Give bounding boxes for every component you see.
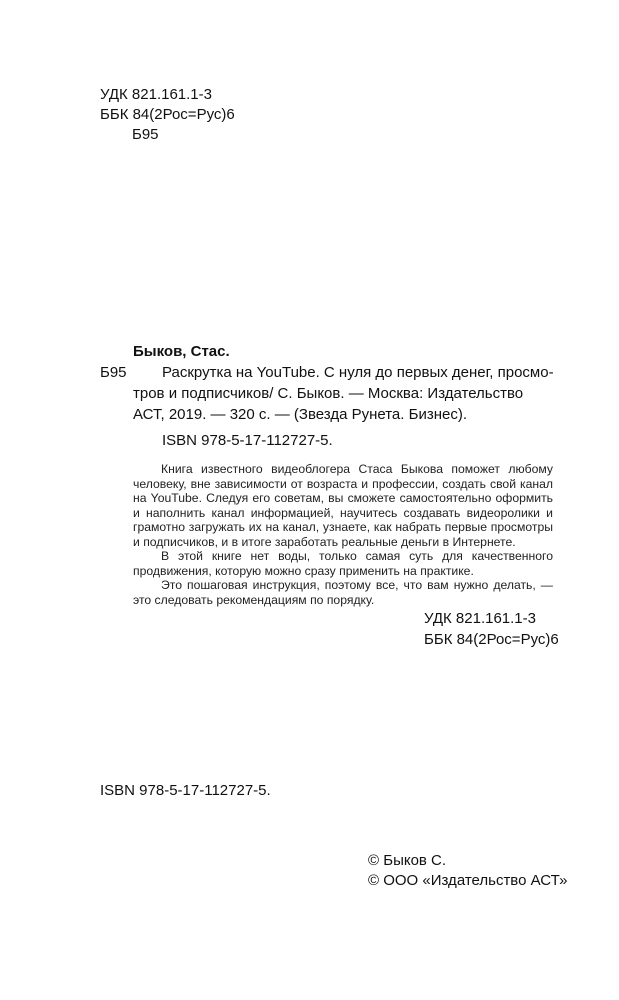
record-title-line-2: тров и подписчиков/ С. Быков. — Москва: Издательство — [133, 385, 524, 402]
copyright-publisher: © ООО «Издательство АСТ» — [368, 872, 568, 889]
header-author-code: Б95 — [132, 126, 159, 143]
summary-paragraph-1: Книга известного видеоблогера Стаса Быкова поможет любому человеку, вне зависимости от возраста и профессии, создать свой канал на YouTube. Следуя его советам, вы сможете самостоятельно оформить и наполнить канал информацией, научитесь создавать видеоролики и грамотно загружать их на канал, узнаете, как набрать первые просмотры и подписчиков, и в итоге заработать реальные деньги в Интернете. — [133, 462, 553, 549]
summary-bbk: ББК 84(2Рос=Рус)6 — [424, 631, 559, 648]
record-author-code: Б95 — [100, 364, 127, 381]
record-isbn: ISBN 978-5-17-112727-5. — [162, 432, 333, 449]
summary — [133, 462, 553, 607]
record-author: Быков, Стас. — [133, 343, 230, 360]
copyright-author: © Быков С. — [368, 852, 447, 869]
record-title-line-1: Раскрутка на YouTube. С нуля до первых денег, просмо- — [162, 364, 554, 381]
footer-isbn: ISBN 978-5-17-112727-5. — [100, 782, 271, 799]
summary-paragraph-3: Это пошаговая инструкция, поэтому все, что вам нужно делать, — это следовать рекомендациям по порядку. — [133, 578, 553, 607]
header-udk: УДК 821.161.1-3 — [100, 86, 212, 103]
header-bbk: ББК 84(2Рос=Рус)6 — [100, 106, 235, 123]
summary-udk: УДК 821.161.1-3 — [424, 610, 536, 627]
record-title-line-3: АСТ, 2019. — 320 с. — (Звезда Рунета. Бизнес). — [133, 406, 467, 423]
summary-paragraph-2: В этой книге нет воды, только самая суть для качественного продвижения, которую можно сразу применить на практике. — [133, 549, 553, 578]
